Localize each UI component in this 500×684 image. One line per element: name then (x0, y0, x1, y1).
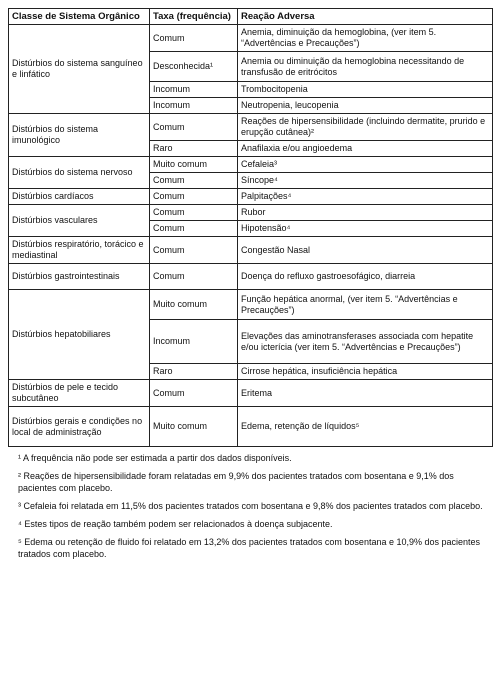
adverse-reaction-cell: Neutropenia, leucopenia (238, 98, 493, 114)
frequency-cell: Incomum (150, 82, 238, 98)
table-row (9, 264, 493, 290)
footnote-4: ⁴ Estes tipos de reação também podem ser relacionados à doença subjacente. (18, 519, 333, 529)
footnote-2: ² Reações de hipersensibilidade foram relatadas em 9,9% dos pacientes tratados com bosentana e 9,1% dos pacientes com placebo. (18, 471, 454, 493)
adverse-reaction-cell: Eritema (238, 380, 493, 407)
adverse-reaction-cell: Anafilaxia e/ou angioedema (238, 141, 493, 157)
table-row (9, 407, 493, 447)
footnote-1: ¹ A frequência não pode ser estimada a partir dos dados disponíveis. (18, 453, 292, 463)
table-row (9, 25, 493, 52)
footnote-3: ³ Cefaleia foi relatada em 11,5% dos pacientes tratados com bosentana e 9,8% dos pacientes tratados com placebo. (18, 501, 483, 511)
organ-class-cell: Distúrbios do sistema imunológico (9, 114, 150, 157)
frequency-cell: Muito comum (150, 407, 238, 447)
table-row (9, 114, 493, 141)
organ-class-cell: Distúrbios vasculares (9, 205, 150, 237)
frequency-cell: Comum (150, 264, 238, 290)
frequency-cell: Comum (150, 173, 238, 189)
frequency-cell: Comum (150, 25, 238, 52)
adverse-reaction-cell: Congestão Nasal (238, 237, 493, 264)
frequency-cell: Comum (150, 114, 238, 141)
footnote-5: ⁵ Edema ou retenção de fluido foi relatado em 13,2% dos pacientes tratados com bosentana e 10,9% dos pacientes tratados com placebo. (18, 537, 481, 559)
frequency-cell: Incomum (150, 320, 238, 364)
organ-class-cell: Distúrbios gerais e condições no local de administração (9, 407, 150, 447)
frequency-cell: Comum (150, 380, 238, 407)
frequency-cell: Muito comum (150, 290, 238, 320)
organ-class-cell: Distúrbios do sistema sanguíneo e linfático (9, 25, 150, 114)
frequency-cell: Comum (150, 237, 238, 264)
adverse-reaction-cell: Cirrose hepática, insuficiência hepática (238, 364, 493, 380)
adverse-reaction-cell: Elevações das aminotransferases associada com hepatite e/ou icterícia (ver item 5. “Advertências e Precauções”) (238, 320, 493, 364)
organ-class-cell: Distúrbios do sistema nervoso (9, 157, 150, 189)
adverse-reaction-cell: Síncope⁴ (238, 173, 493, 189)
document-page (8, 8, 492, 566)
adverse-reaction-cell: Cefaleia³ (238, 157, 493, 173)
adverse-reaction-cell: Palpitações⁴ (238, 189, 493, 205)
adverse-reactions-table (8, 8, 493, 447)
frequency-cell: Raro (150, 364, 238, 380)
adverse-reaction-cell: Doença do refluxo gastroesofágico, diarreia (238, 264, 493, 290)
adverse-reaction-cell: Anemia ou diminuição da hemoglobina necessitando de transfusão de eritrócitos (238, 52, 493, 82)
table-row (9, 189, 493, 205)
table-row (9, 205, 493, 221)
header-adverse-reaction: Reação Adversa (238, 9, 493, 25)
frequency-cell: Muito comum (150, 157, 238, 173)
table-row (9, 380, 493, 407)
adverse-reaction-cell: Trombocitopenia (238, 82, 493, 98)
table-header-row (9, 9, 493, 25)
frequency-cell: Raro (150, 141, 238, 157)
organ-class-cell: Distúrbios de pele e tecido subcutâneo (9, 380, 150, 407)
frequency-cell: Incomum (150, 98, 238, 114)
organ-class-cell: Distúrbios gastrointestinais (9, 264, 150, 290)
frequency-cell: Comum (150, 189, 238, 205)
frequency-cell: Comum (150, 221, 238, 237)
table-row (9, 290, 493, 320)
adverse-reaction-cell: Reações de hipersensibilidade (incluindo dermatite, prurido e erupção cutânea)² (238, 114, 493, 141)
header-organ-class: Classe de Sistema Orgânico (9, 9, 150, 25)
organ-class-cell: Distúrbios hepatobiliares (9, 290, 150, 380)
table-body (9, 25, 493, 447)
adverse-reaction-cell: Função hepática anormal, (ver item 5. “Advertências e Precauções”) (238, 290, 493, 320)
adverse-reaction-cell: Edema, retenção de líquidos⁵ (238, 407, 493, 447)
adverse-reaction-cell: Hipotensão⁴ (238, 221, 493, 237)
table-row (9, 157, 493, 173)
organ-class-cell: Distúrbios respiratório, torácico e mediastinal (9, 237, 150, 264)
adverse-reaction-cell: Anemia, diminuição da hemoglobina, (ver item 5. “Advertências e Precauções”) (238, 25, 493, 52)
organ-class-cell: Distúrbios cardíacos (9, 189, 150, 205)
header-frequency: Taxa (frequência) (150, 9, 238, 25)
footnotes (8, 452, 492, 560)
frequency-cell: Comum (150, 205, 238, 221)
frequency-cell: Desconhecida¹ (150, 52, 238, 82)
table-row (9, 237, 493, 264)
adverse-reaction-cell: Rubor (238, 205, 493, 221)
